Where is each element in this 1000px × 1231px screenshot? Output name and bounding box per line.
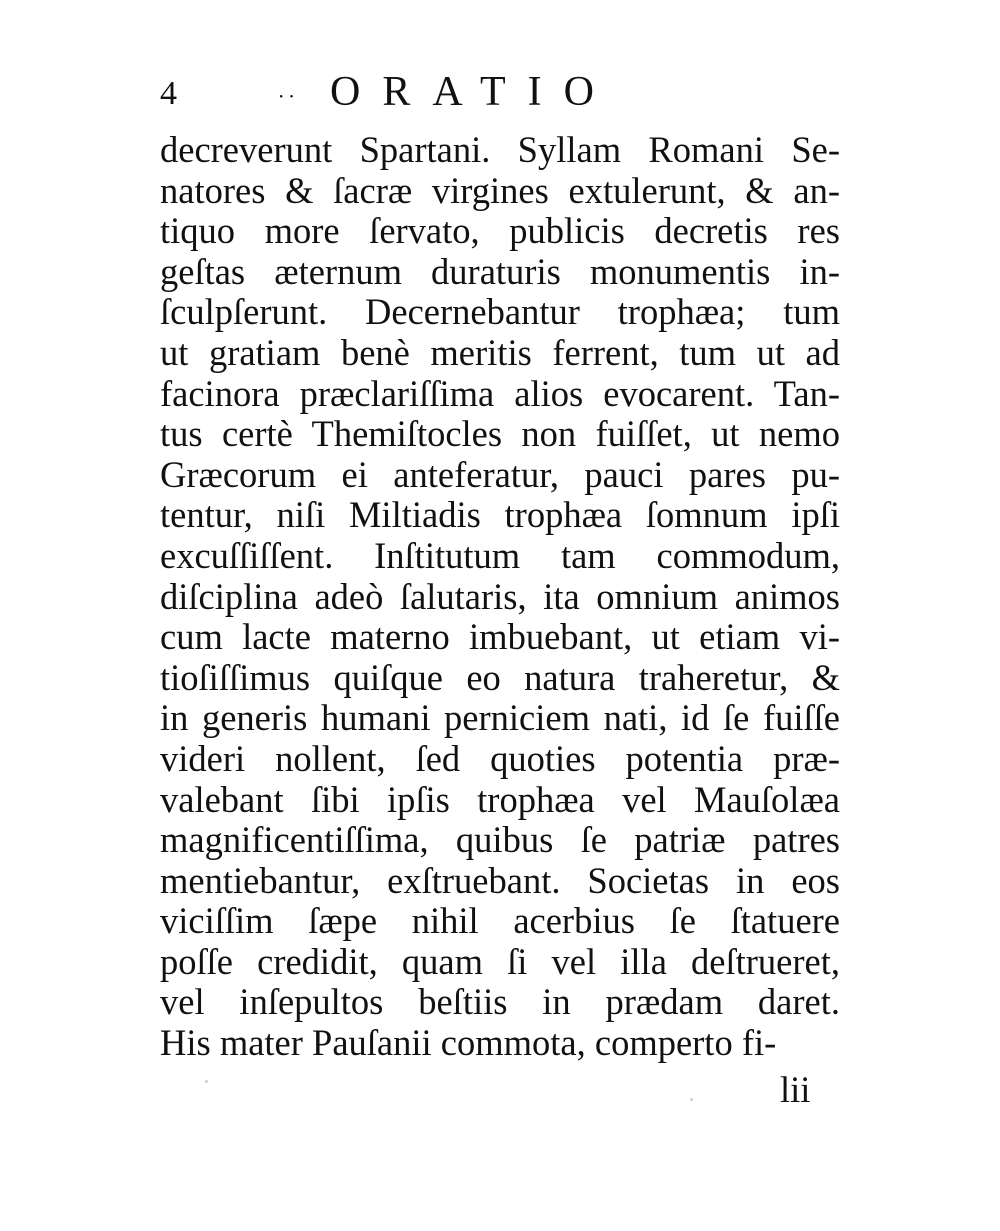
text-line: cum lacte materno imbuebant, ut etiam vi- — [160, 616, 840, 658]
page-header — [160, 70, 840, 120]
header-ornament-dots: ·· — [278, 84, 299, 108]
text-line: valebant ſibi ipſis trophæa vel Mauſolæa — [160, 778, 840, 820]
text-line: ut gratiam benè meritis ferrent, tum ut ad — [160, 331, 840, 373]
text-line: excuſſiſſent. Inſtitutum tam commodum, — [160, 534, 840, 576]
text-line: viciſſim ſæpe nihil acerbius ſe ſtatuere — [160, 900, 840, 942]
text-line: tiquo more ſervato, publicis decretis res — [160, 210, 840, 252]
text-line: poſſe credidit, quam ſi vel illa deſtrueret, — [160, 940, 840, 982]
text-line: mentiebantur, exſtruebant. Societas in eos — [160, 859, 840, 901]
text-line: diſciplina adeò ſalutaris, ita omnium animos — [160, 575, 840, 617]
catchword: lii — [780, 1069, 811, 1110]
text-line: natores & ſacræ virgines extulerunt, & an- — [160, 169, 840, 211]
text-line: decreverunt Spartani. Syllam Romani Se- — [160, 129, 840, 170]
text-line: magnificentiſſima, quibus ſe patriæ patres — [160, 819, 840, 861]
page-number: 4 — [160, 75, 177, 112]
text-line: geſtas æternum duraturis monumentis in- — [160, 250, 840, 292]
text-line: facinora præclariſſima alios evocarent. Tan- — [160, 372, 840, 414]
text-line: videri nollent, ſed quoties potentia præ- — [160, 737, 840, 779]
text-line: tus certè Themiſtocles non fuiſſet, ut nemo — [160, 413, 840, 455]
text-line: tioſiſſimus quiſque eo natura traheretur, & — [160, 656, 840, 698]
text-line: vel inſepultos beſtiis in prædam daret. — [160, 981, 840, 1023]
text-line: His mater Pauſanii commota, comperto fi- — [160, 1022, 777, 1064]
paper-speck — [690, 1098, 693, 1101]
text-line: tentur, niſi Miltiadis trophæa ſomnum ipſi — [160, 494, 840, 536]
body-text — [160, 130, 840, 1064]
paper-speck — [205, 1080, 208, 1083]
running-title: ORATIO — [330, 69, 616, 115]
text-line: Græcorum ei anteferatur, pauci pares pu- — [160, 453, 840, 495]
text-line: in generis humani perniciem nati, id ſe fuiſſe — [160, 697, 840, 739]
text-line: ſculpſerunt. Decernebantur trophæa; tum — [160, 291, 840, 333]
